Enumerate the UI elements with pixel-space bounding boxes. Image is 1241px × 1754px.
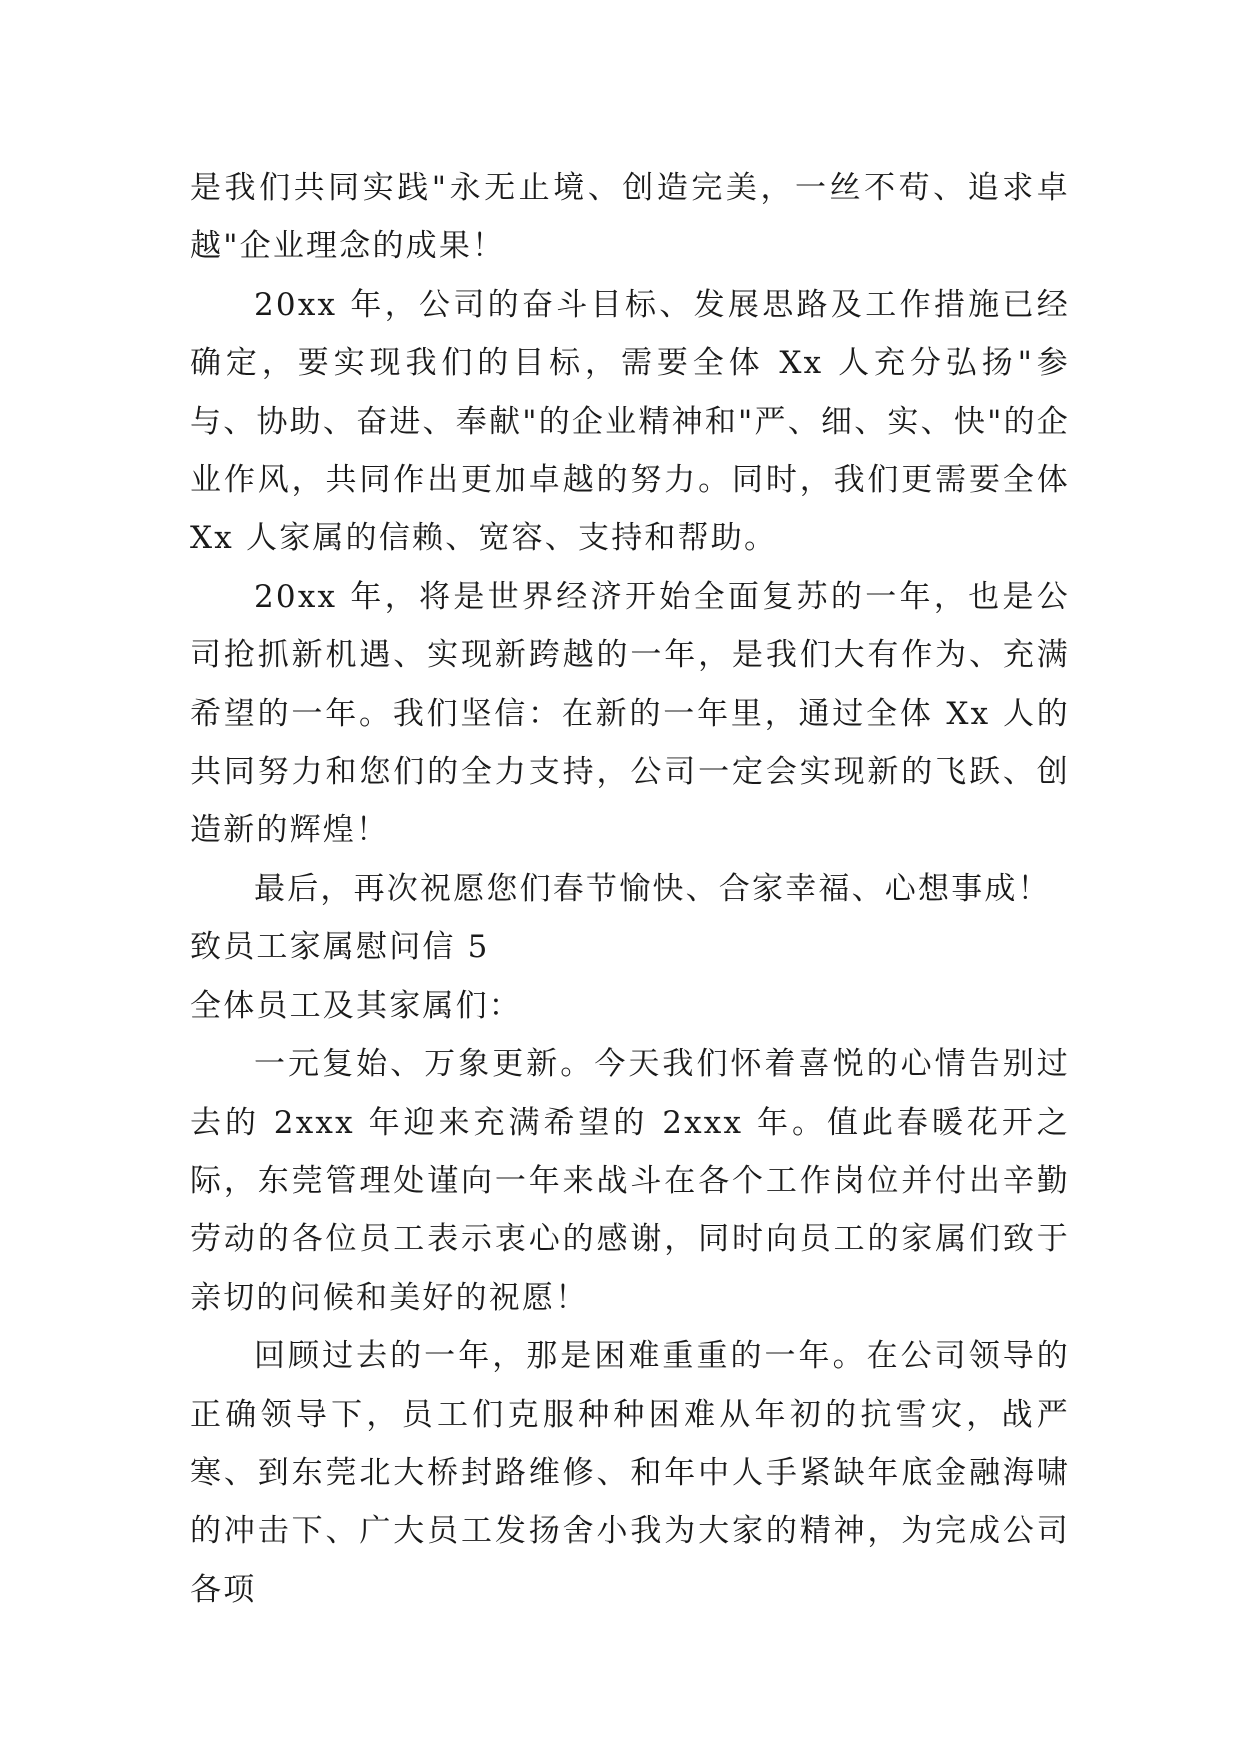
paragraph-new-year: 一元复始、万象更新。今天我们怀着喜悦的心情告别过去的 2xxx 年迎来充满希望的 2xxx 年。值此春暖花开之际，东莞管理处谨向一年来战斗在各个工作岗位并付出辛勤劳动的各位员工表示衷心的感谢，同时向员工的家属们致于亲切的问候和美好的祝愿！ <box>190 1046 1070 1316</box>
paragraph-outlook: 20xx 年，将是世界经济开始全面复苏的一年，也是公司抢抓新机遇、实现新跨越的一年，是我们大有作为、充满希望的一年。我们坚信：在新的一年里，通过全体 Xx 人的共同努力和您们的全力支持，公司一定会实现新的飞跃、创造新的辉煌！ <box>190 578 1070 849</box>
paragraph-review: 回顾过去的一年，那是困难重重的一年。在公司领导的正确领导下，员工们克服种种困难从年初的抗雪灾，战严寒、到东莞北大桥封路维修、和年中人手紧缺年底金融海啸的冲击下、广大员工发扬舍小我为大家的精神，为完成公司各项 <box>190 1338 1070 1608</box>
document-body <box>190 159 1070 1619</box>
paragraph-continued: 是我们共同实践"永无止境、创造完美，一丝不苟、追求卓越"企业理念的成果！ <box>190 170 1070 265</box>
paragraph-goals: 20xx 年，公司的奋斗目标、发展思路及工作措施已经确定，要实现我们的目标，需要全体 Xx 人充分弘扬"参与、协助、奋进、奉献"的企业精神和"严、细、实、快"的企业作风，共同作出更加卓越的努力。同时，我们更需要全体 Xx 人家属的信赖、宽容、支持和帮助。 <box>190 286 1070 557</box>
letter-heading: 致员工家属慰问信 5 <box>190 929 490 966</box>
letter-salutation: 全体员工及其家属们： <box>190 987 522 1024</box>
paragraph-closing-wishes: 最后，再次祝愿您们春节愉快、合家幸福、心想事成！ <box>254 870 1051 907</box>
